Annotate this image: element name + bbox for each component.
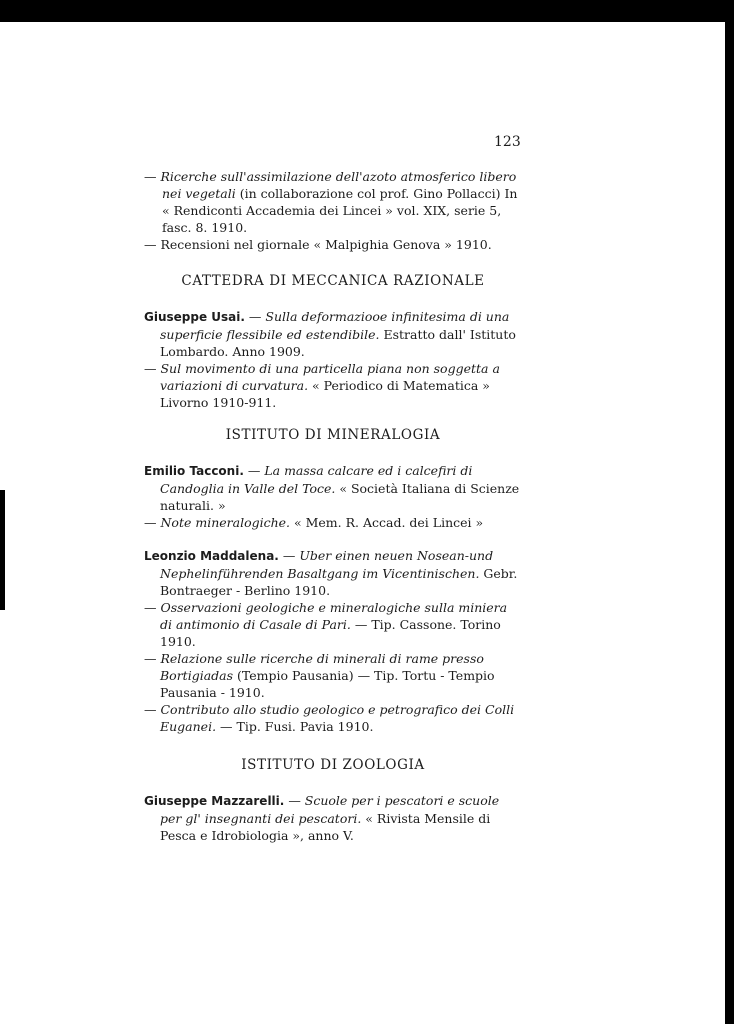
entry-title: Relazione sulle ricerche di minerali di rame presso Bortigiadas (160, 651, 484, 683)
bibliography-entry: Leonzio Maddalena. — Uber einen neuen Nosean-und Nephelinführenden Basaltgang im Vicentinischen. Gebr. Bontraeger - Berlino 1910. (144, 548, 518, 598)
bibliography-entry: — Note mineralogiche. « Mem. R. Accad. dei Lincei » (144, 515, 484, 530)
bibliography-entry: Giuseppe Mazzarelli. — Scuole per i pescatori e scuole per gl' insegnanti dei pescatori. « Rivista Mensile di Pesca e Idrobiologia », anno V. (144, 793, 500, 843)
author-name: Emilio Tacconi. (144, 464, 244, 478)
entry-title: Sul movimento di una particella piana non soggetta a variazioni di curvatura. (160, 361, 500, 393)
entry-title: Uber einen neuen Nosean-und Nephelinführenden Basaltgang im Vicentinischen. (160, 548, 494, 581)
bibliography-entry: — Relazione sulle ricerche di minerali di rame presso Bortigiadas (Tempio Pausania) — Tip. Tortu - Tempio Pausania - 1910. (144, 651, 495, 700)
author-name: Giuseppe Mazzarelli. (144, 794, 285, 808)
entry-title: Contributo allo studio geologico e petrografico dei Colli Euganei. (160, 702, 515, 734)
scan-border-right (725, 0, 734, 1024)
entry-title: La massa calcare ed i calcefiri di Candoglia in Valle del Toce. (160, 463, 473, 496)
entry-title: Sulla deformaziooe infinitesima di una superficie flessibile ed estendibile. (160, 309, 510, 342)
entry-title: Scuole per i pescatori e scuole per gl' insegnanti dei pescatori. (160, 793, 500, 826)
entry-title: Ricerche sull'assimilazione dell'azoto atmosferico libero nei vegetali (160, 169, 517, 201)
entry-title: Osservazioni geologiche e mineralogiche sulla miniera di antimonio di Casale di Pari. (160, 600, 508, 632)
section-heading: ISTITUTO DI ZOOLOGIA (241, 757, 425, 773)
scan-mark-left (0, 490, 5, 610)
bibliography-entry: — Sul movimento di una particella piana non soggetta a variazioni di curvatura. « Periodico di Matematica » Livorno 1910-911. (144, 361, 500, 410)
bibliography-entry: — Osservazioni geologiche e mineralogiche sulla miniera di antimonio di Casale di Pari. — Tip. Cassone. Torino 1910. (144, 600, 508, 649)
bibliography-entry: — Ricerche sull'assimilazione dell'azoto atmosferico libero nei vegetali (in collaborazione col prof. Gino Pollacci) In « Rendiconti Accademia dei Lincei » vol. XIX, serie 5, fasc. 8. 1910. (144, 169, 518, 235)
page-body (144, 168, 522, 844)
page-number: 123 (494, 134, 521, 150)
bibliography-entry: — Recensioni nel giornale « Malpighia Genova » 1910. (144, 237, 492, 252)
scan-border-top (0, 0, 734, 22)
author-name: Giuseppe Usai. (144, 310, 245, 324)
bibliography-entry: Giuseppe Usai. — Sulla deformaziooe infinitesima di una superficie flessibile ed estendibile. Estratto dall' Istituto Lombardo. Anno 1909. (144, 309, 516, 359)
entry-title: Note mineralogiche. (160, 515, 291, 530)
bibliography-entry: Emilio Tacconi. — La massa calcare ed i calcefiri di Candoglia in Valle del Toce. « Società Italiana di Scienze naturali. » (144, 463, 520, 513)
author-name: Leonzio Maddalena. (144, 549, 279, 563)
bibliography-entry: — Contributo allo studio geologico e petrografico dei Colli Euganei. — Tip. Fusi. Pavia 1910. (144, 702, 515, 734)
section-heading: ISTITUTO DI MINERALOGIA (225, 427, 441, 443)
section-heading: CATTEDRA DI MECCANICA RAZIONALE (181, 273, 485, 289)
